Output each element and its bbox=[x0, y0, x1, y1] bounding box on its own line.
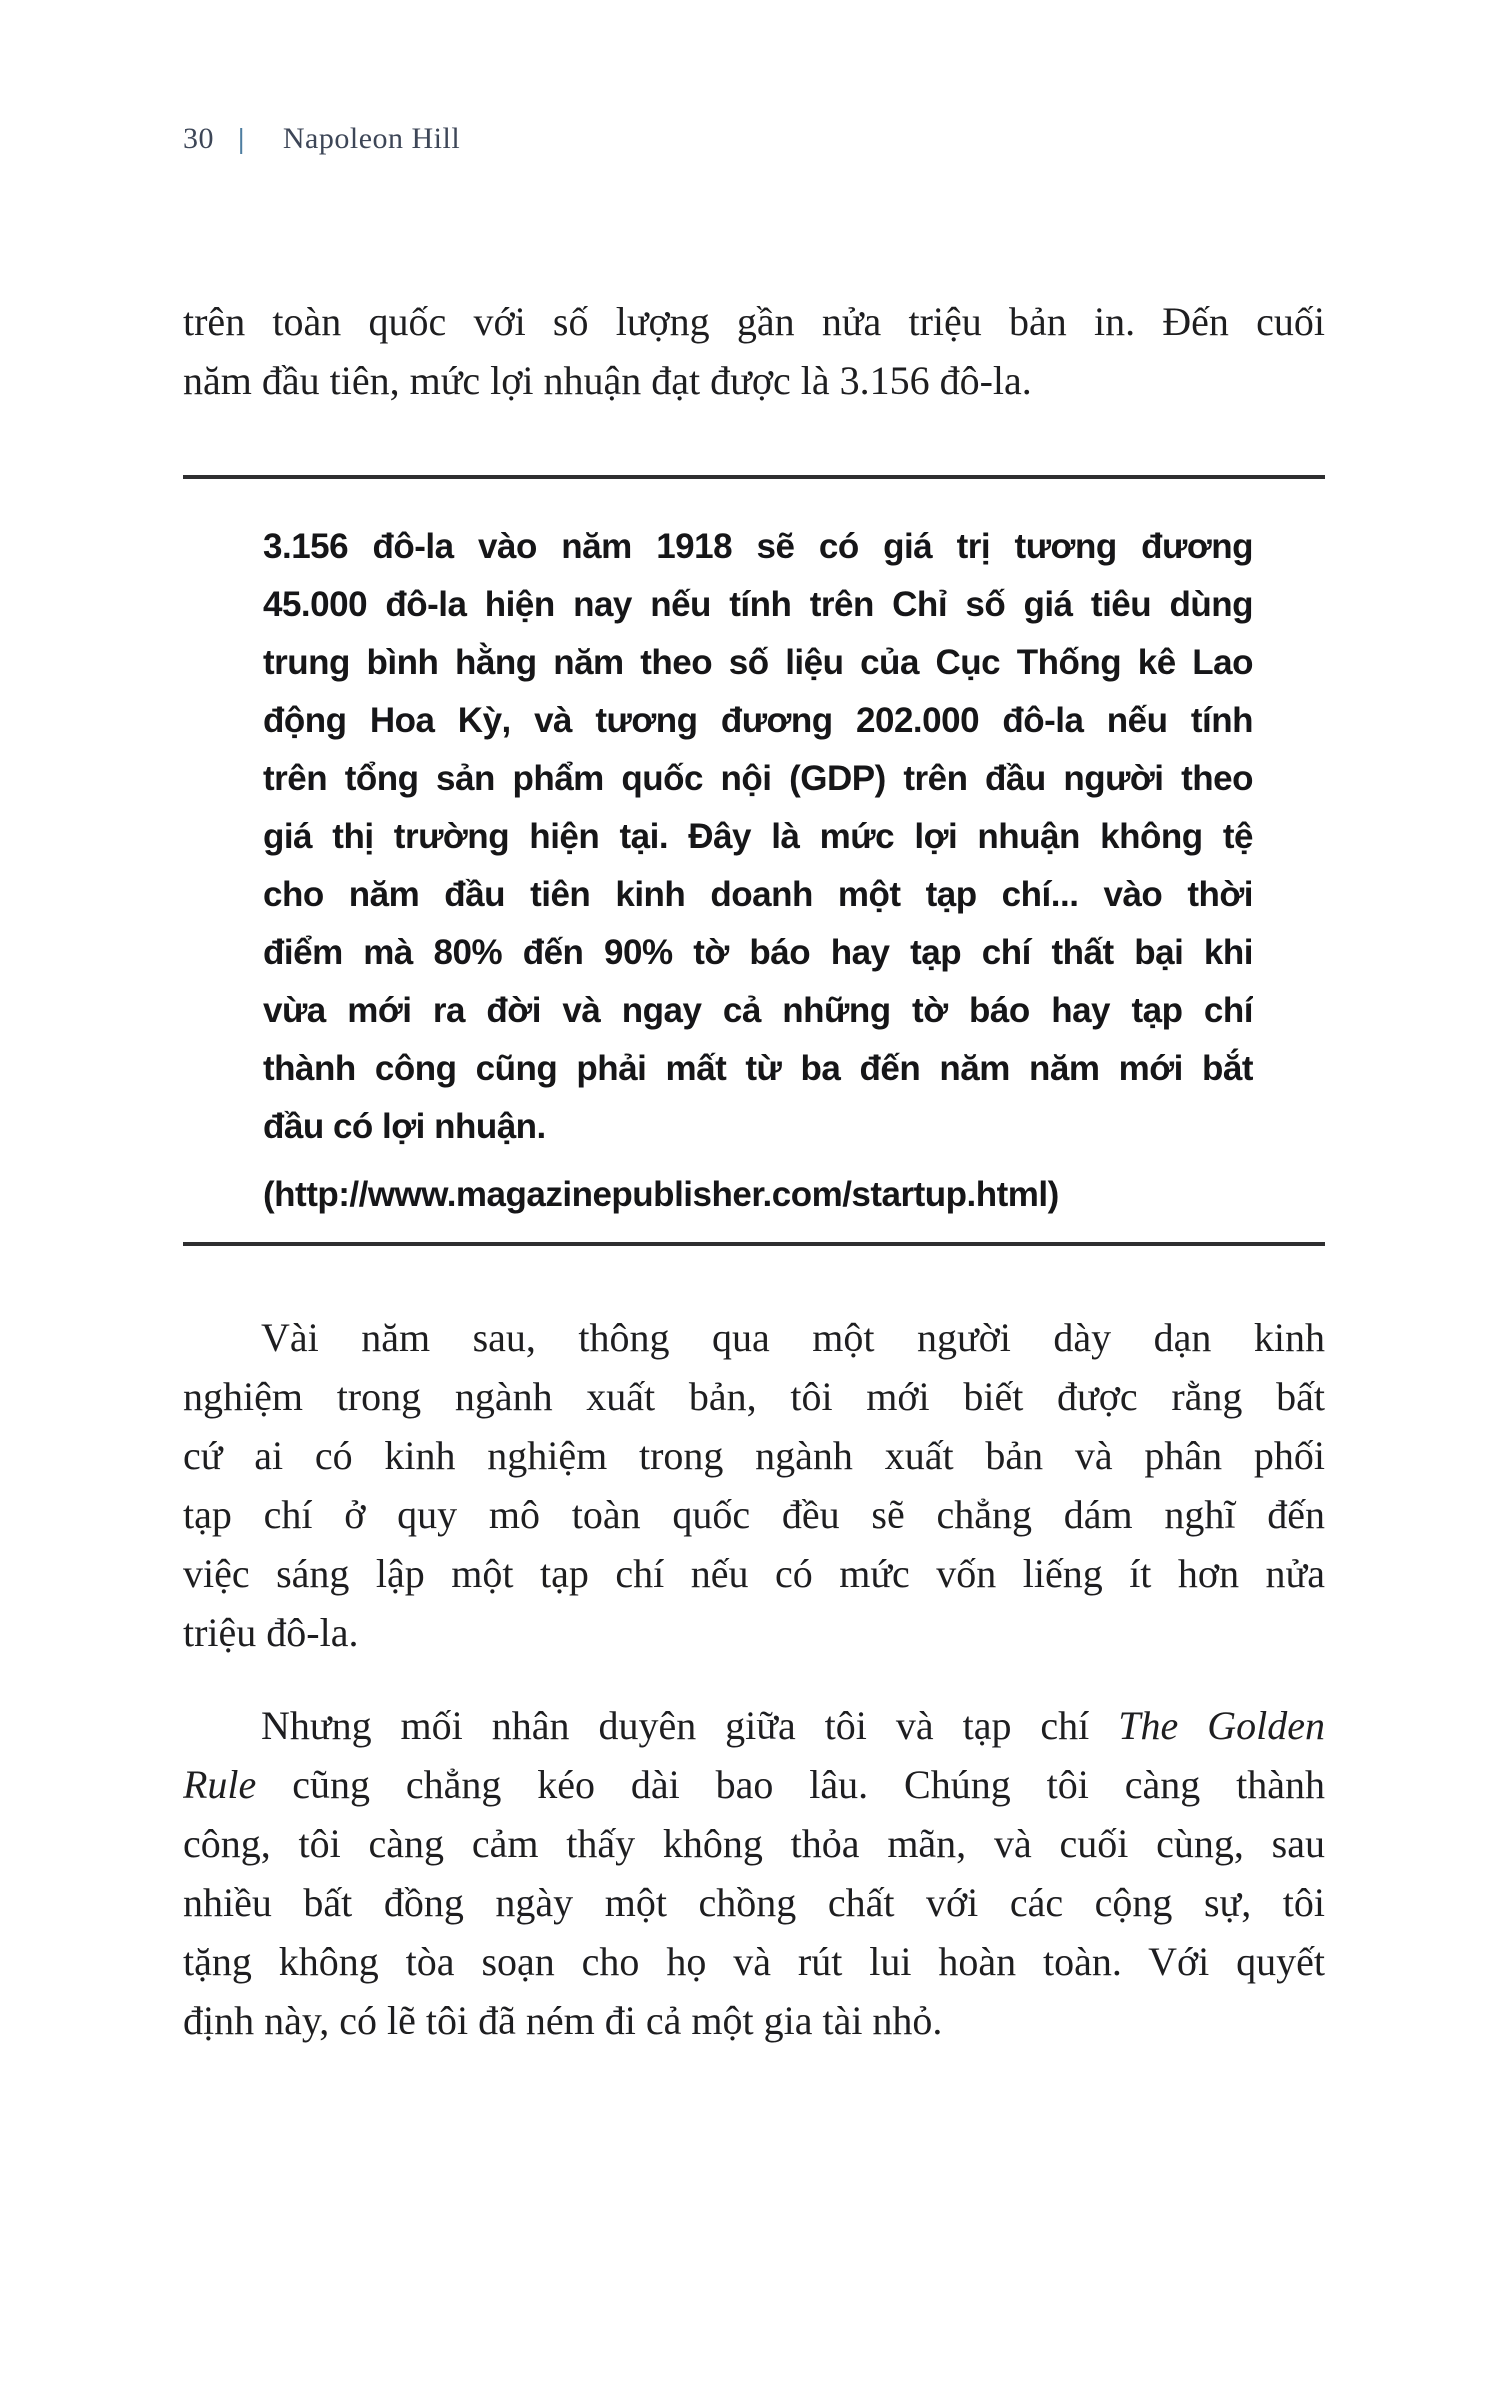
text-line: nghiệm trong ngành xuất bản, tôi mới biết được rằng bất bbox=[183, 1374, 1325, 1419]
text-line: 3.156 đô-la vào năm 1918 sẽ có giá trị tương đương bbox=[263, 527, 1253, 566]
paragraph-experience bbox=[183, 1308, 1325, 1662]
text-line: trên toàn quốc với số lượng gần nửa triệu bản in. Đến cuối bbox=[183, 299, 1325, 344]
divider-bottom bbox=[183, 1242, 1325, 1246]
text-line: đầu có lợi nhuận. bbox=[263, 1107, 546, 1146]
text-line: năm đầu tiên, mức lợi nhuận đạt được là 3.156 đô-la. bbox=[183, 358, 1032, 403]
text-line: cho năm đầu tiên kinh doanh một tạp chí... vào thời bbox=[263, 875, 1253, 914]
text-line: trung bình hằng năm theo số liệu của Cục Thống kê Lao bbox=[263, 643, 1253, 682]
paragraph-intro bbox=[183, 292, 1325, 410]
text-line: việc sáng lập một tạp chí nếu có mức vốn liếng ít hơn nửa bbox=[183, 1551, 1325, 1596]
book-page bbox=[0, 118, 1499, 2398]
italic-title-run: The Golden bbox=[1118, 1703, 1325, 1748]
text-run: Nhưng mối nhân duyên giữa tôi và tạp chí bbox=[261, 1703, 1090, 1748]
text-run: cũng chẳng kéo dài bao lâu. Chúng tôi càng thành bbox=[292, 1762, 1325, 1807]
text-line: cứ ai có kinh nghiệm trong ngành xuất bản và phân phối bbox=[183, 1433, 1325, 1478]
text-line: tặng không tòa soạn cho họ và rút lui hoàn toàn. Với quyết bbox=[183, 1939, 1325, 1984]
text-line: điểm mà 80% đến 90% tờ báo hay tạp chí thất bại khi bbox=[263, 933, 1253, 972]
text-line bbox=[183, 1755, 1325, 1814]
page-header bbox=[183, 118, 1325, 160]
text-line: trên tổng sản phẩm quốc nội (GDP) trên đầu người theo bbox=[263, 759, 1253, 798]
note-source-link: (http://www.magazinepublisher.com/startup.html) bbox=[263, 1175, 1059, 1214]
text-line: Vài năm sau, thông qua một người dày dạn kinh bbox=[261, 1315, 1325, 1360]
divider-top bbox=[183, 475, 1325, 479]
italic-title-run: Rule bbox=[183, 1762, 257, 1807]
text-line bbox=[183, 1696, 1325, 1755]
text-line: vừa mới ra đời và ngay cả những tờ báo hay tạp chí bbox=[263, 991, 1253, 1030]
running-title: Napoleon Hill bbox=[282, 122, 461, 155]
text-line: định này, có lẽ tôi đã ném đi cả một gia tài nhỏ. bbox=[183, 1998, 943, 2043]
note-box bbox=[183, 518, 1325, 1224]
text-line: nhiều bất đồng ngày một chồng chất với các cộng sự, tôi bbox=[183, 1880, 1325, 1925]
paragraph-golden-rule bbox=[183, 1696, 1325, 2050]
text-line: 45.000 đô-la hiện nay nếu tính trên Chỉ số giá tiêu dùng bbox=[263, 585, 1253, 624]
text-line: triệu đô-la. bbox=[183, 1610, 359, 1655]
text-line: công, tôi càng cảm thấy không thỏa mãn, và cuối cùng, sau bbox=[183, 1821, 1325, 1866]
page-number: 30 bbox=[183, 122, 214, 155]
text-line: tạp chí ở quy mô toàn quốc đều sẽ chẳng dám nghĩ đến bbox=[183, 1492, 1325, 1537]
header-separator: | bbox=[238, 123, 245, 155]
text-line: động Hoa Kỳ, và tương đương 202.000 đô-la nếu tính bbox=[263, 701, 1253, 740]
text-line: thành công cũng phải mất từ ba đến năm năm mới bắt bbox=[263, 1049, 1253, 1088]
text-line: giá thị trường hiện tại. Đây là mức lợi nhuận không tệ bbox=[263, 817, 1253, 856]
